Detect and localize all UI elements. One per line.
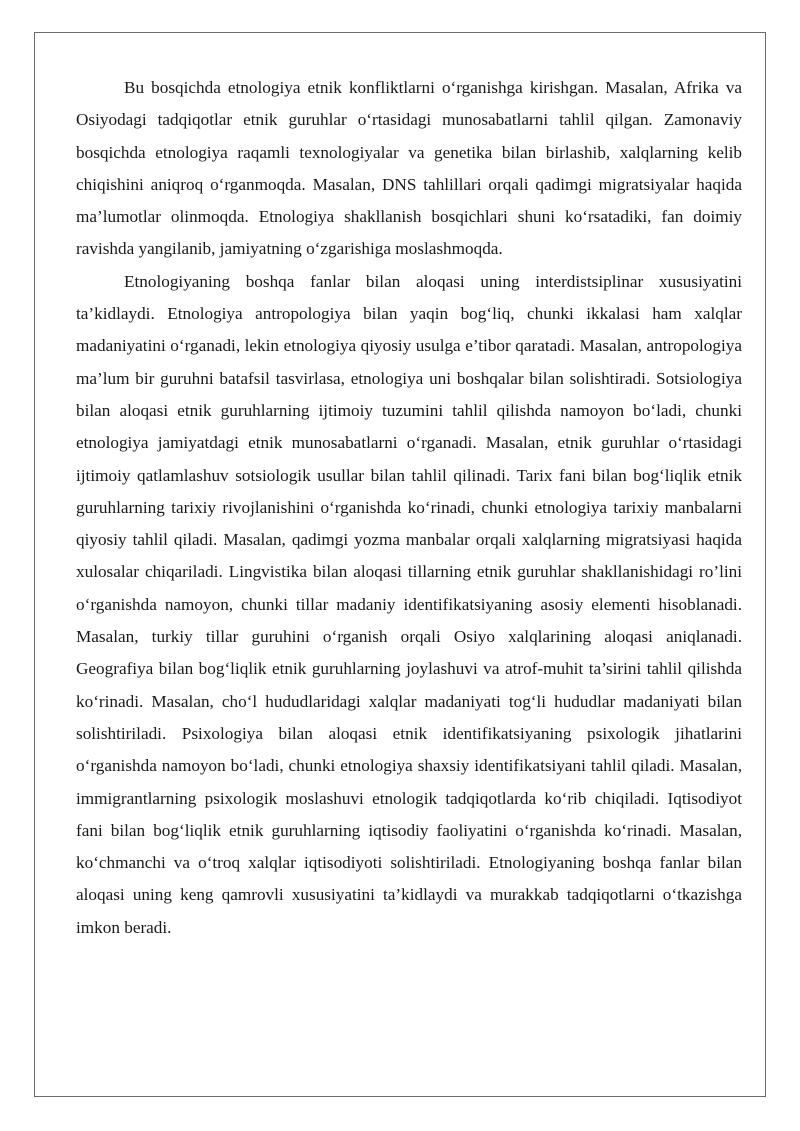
document-body [76,72,742,944]
paragraph-2: Etnologiyaning boshqa fanlar bilan aloqasi uning interdistsiplinar xususiyatini ta’kidlaydi. Etnologiya antropologiya bilan yaqin bog‘liq, chunki ikkalasi ham xalqlar madaniyatini o‘rganadi, lekin etnologiya qiyosiy usulga e’tibor qaratadi. Masalan, antropologiya ma’lum bir guruhni batafsil tasvirlasa, etnologiya uni boshqalar bilan solishtiradi. Sotsiologiya bilan aloqasi etnik guruhlarning ijtimoiy tuzumini tahlil qilishda namoyon bo‘ladi, chunki etnologiya jamiyatdagi etnik munosabatlarni o‘rganadi. Masalan, etnik guruhlar o‘rtasidagi ijtimoiy qatlamlashuv sotsiologik usullar bilan tahlil qilinadi. Tarix fani bilan bog‘liqlik etnik guruhlarning tarixiy rivojlanishini o‘rganishda ko‘rinadi, chunki etnologiya tarixiy manbalarni qiyosiy tahlil qiladi. Masalan, qadimgi yozma manbalar orqali xalqlarning migratsiyasi haqida xulosalar chiqariladi. Lingvistika bilan aloqasi tillarning etnik guruhlar shakllanishidagi ro’lini o‘rganishda namoyon, chunki tillar madaniy identifikatsiyaning asosiy elementi hisoblanadi. Masalan, turkiy tillar guruhini o‘rganish orqali Osiyo xalqlarining aloqasi aniqlanadi. Geografiya bilan bog‘liqlik etnik guruhlarning joylashuvi va atrof-muhit ta’sirini tahlil qilishda ko‘rinadi. Masalan, cho‘l hududlaridagi xalqlar madaniyati tog‘li hududlar madaniyati bilan solishtiriladi. Psixologiya bilan aloqasi etnik identifikatsiyaning psixologik jihatlarini o‘rganishda namoyon bo‘ladi, chunki etnologiya shaxsiy identifikatsiyani tahlil qiladi. Masalan, immigrantlarning psixologik moslashuvi etnologik tadqiqotlarda ko‘rib chiqiladi. Iqtisodiyot fani bilan bog‘liqlik etnik guruhlarning iqtisodiy faoliyatini o‘rganishda ko‘rinadi. Masalan, ko‘chmanchi va o‘troq xalqlar iqtisodiyoti solishtiriladi. Etnologiyaning boshqa fanlar bilan aloqasi uning keng qamrovli xususiyatini ta’kidlaydi va murakkab tadqiqotlarni o‘tkazishga imkon beradi. [76,271,742,937]
paragraph-1: Bu bosqichda etnologiya etnik konfliktlarni o‘rganishga kirishgan. Masalan, Afrika va Osiyodagi tadqiqotlar etnik guruhlar o‘rtasidagi munosabatlarni tahlil qilgan. Zamonaviy bosqichda etnologiya raqamli texnologiyalar va genetika bilan birlashib, xalqlarning kelib chiqishini aniqroq o‘rganmoqda. Masalan, DNS tahlillari orqali qadimgi migratsiyalar haqida ma’lumotlar olinmoqda. Etnologiya shakllanish bosqichlari shuni ko‘rsatadiki, fan doimiy ravishda yangilanib, jamiyatning o‘zgarishiga moslashmoqda. [76,78,742,259]
